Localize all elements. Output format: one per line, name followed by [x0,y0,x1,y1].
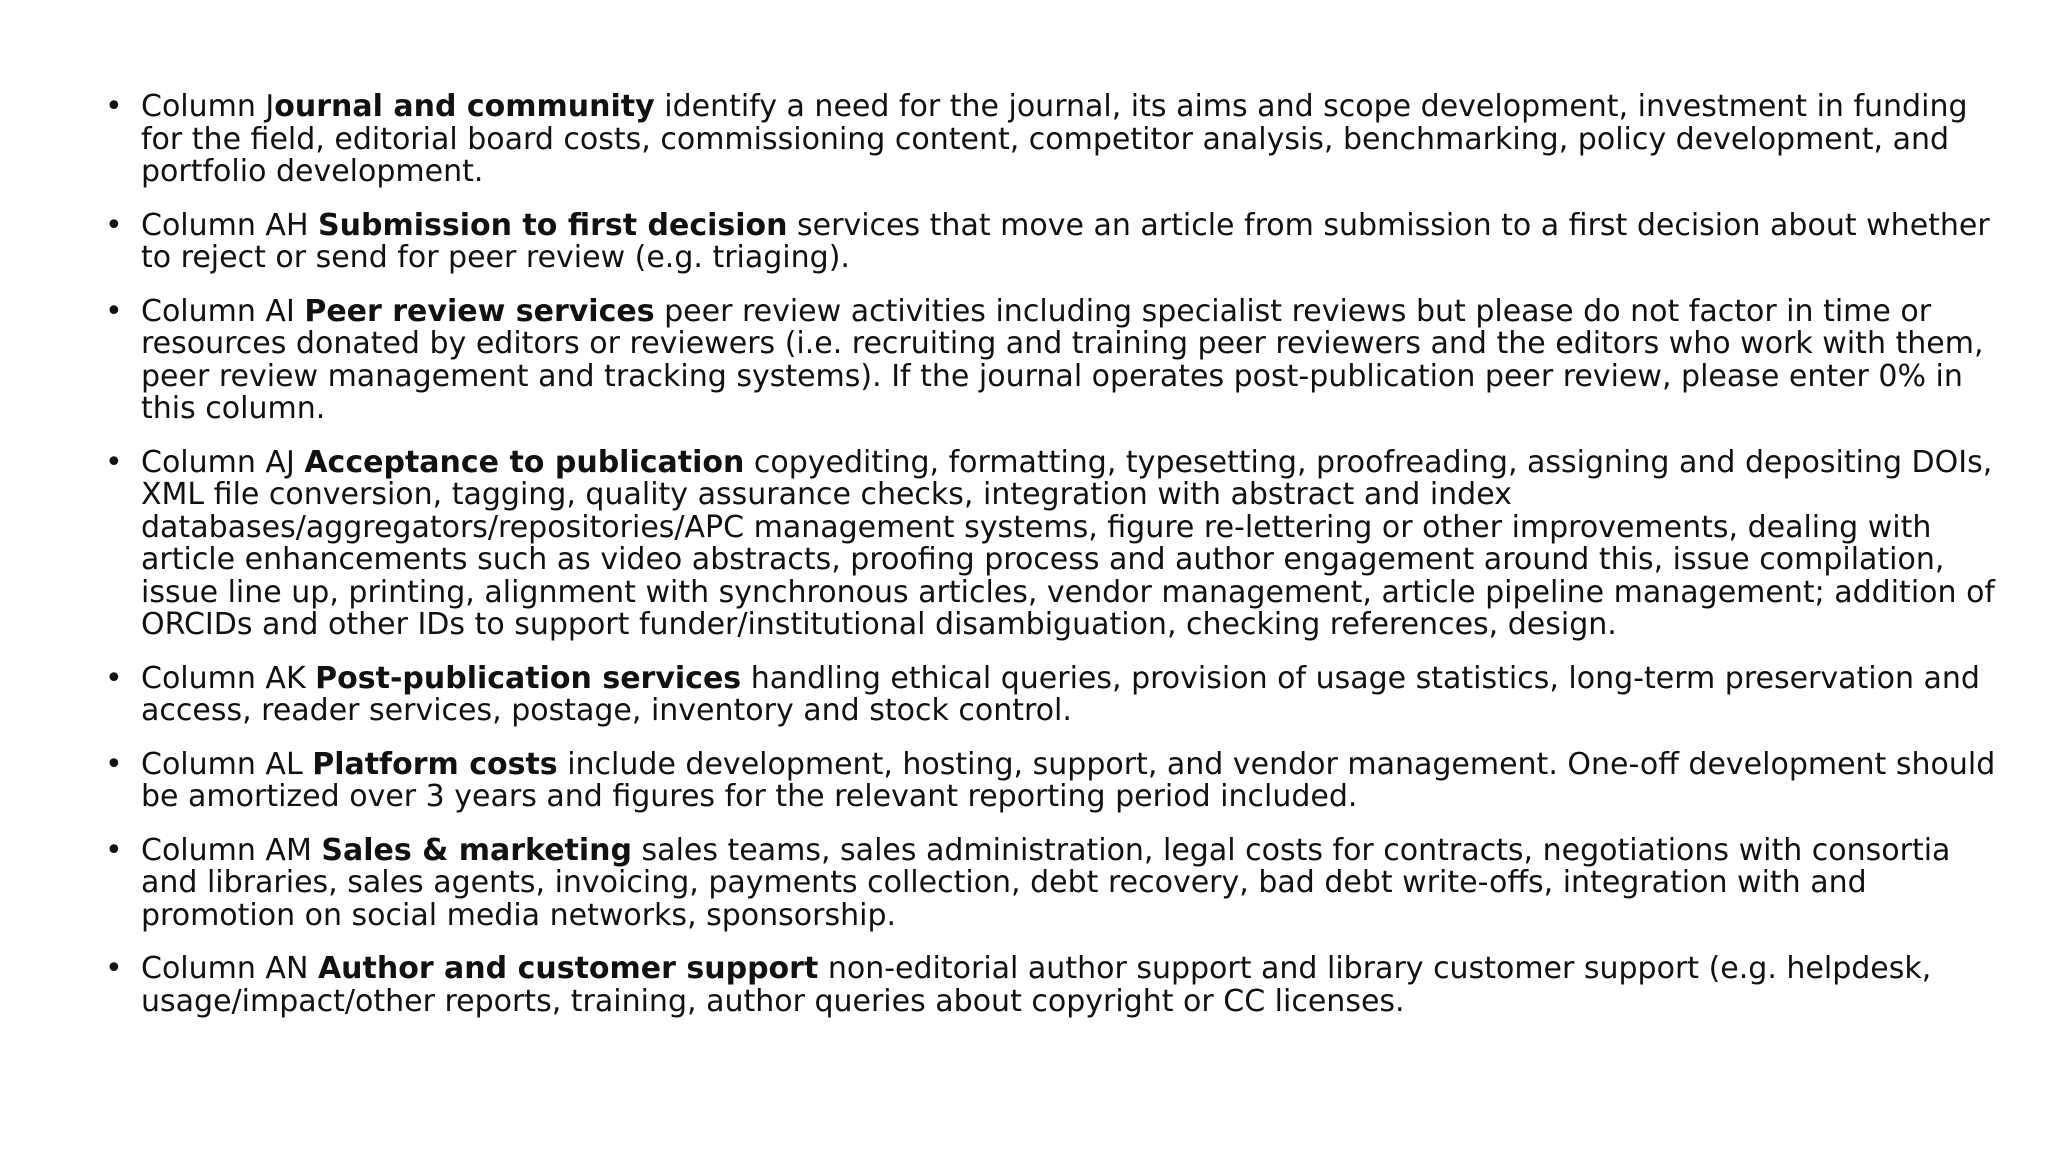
list-item-journal-and-community [101,91,2001,189]
column-description: copyediting, formatting, typesetting, proofreading, assigning and depositing DOIs, XML file conversion, tagging, quality assurance checks, integration with abstract and index databases/aggregators/repositories/APC management systems, figure re-lettering or other improvements, dealing with article enhancements such as video abstracts, proofing process and author engagement around this, issue compilation, issue line up, printing, alignment with synchronous articles, vendor management, article pipeline management; addition of ORCIDs and other IDs to support funder/institutional disambiguation, checking references, design. [141,444,1995,642]
column-term: Post-publication services [315,660,742,696]
column-description: identify a need for the journal, its aims and scope development, investment in funding for the field, editorial board costs, commissioning content, competitor analysis, benchmarking, policy development, and portfolio development. [141,89,1968,189]
column-term: Sales & marketing [321,832,633,868]
column-prefix: Column AK [141,660,316,696]
list-item-platform-costs [101,746,2001,814]
list-item-submission-to-first-decision [101,207,2001,275]
column-term: Peer review services [304,293,655,329]
column-description: include development, hosting, support, and vendor management. One-off development should be amortized over 3 years and figures for the relevant reporting period included. [141,746,1996,814]
column-description: services that move an article from submission to a first decision about whether to reject or send for peer review (e.g. triaging). [141,207,1990,275]
bullet-icon: • [105,293,123,329]
bullet-icon: • [105,660,123,696]
list-item-sales-and-marketing [101,832,2001,933]
column-term: Platform costs [312,746,558,782]
list-item-author-and-customer-support [101,953,2001,1018]
column-prefix: Column AJ [141,444,305,480]
column-description: peer review activities including specialist reviews but please do not factor in time or resources donated by editors or reviewers (i.e. recruiting and training peer reviewers and the editors who work with them, peer review management and tracking systems). If the journal operates post-publication peer review, please enter 0% in this column. [141,293,1984,426]
column-prefix: Column AL [141,746,313,782]
column-term: Acceptance to publication [304,444,745,480]
column-prefix: Column J [141,89,275,124]
bullet-icon: • [105,207,123,243]
list-item-acceptance-to-publication [101,444,2001,642]
bullet-icon: • [105,832,123,868]
list-item-post-publication-services [101,660,2001,728]
column-term: Submission to first decision [318,207,788,243]
column-term: Author and customer support [317,951,819,986]
column-description: sales teams, sales administration, legal costs for contracts, negotiations with consortia and libraries, sales agents, invoicing, payments collection, debt recovery, bad debt write-offs, integration with and promotion on social media networks, sponsorship. [141,832,1951,933]
list-item-peer-review-services [101,293,2001,426]
column-prefix: Column AM [141,832,322,868]
bullet-icon: • [105,444,123,480]
bullet-icon: • [105,89,123,124]
column-term: ournal and community [274,89,655,124]
column-definitions-list [101,91,2001,1039]
bullet-icon: • [105,951,123,986]
column-prefix: Column AI [141,293,305,329]
column-description: handling ethical queries, provision of usage statistics, long-term preservation and access, reader services, postage, inventory and stock control. [141,660,1980,728]
bullet-icon: • [105,746,123,782]
column-description: non-editorial author support and library customer support (e.g. helpdesk, usage/impact/other reports, training, author queries about copyright or CC licenses. [141,951,1932,1019]
column-prefix: Column AN [141,951,318,986]
column-prefix: Column AH [141,207,319,243]
